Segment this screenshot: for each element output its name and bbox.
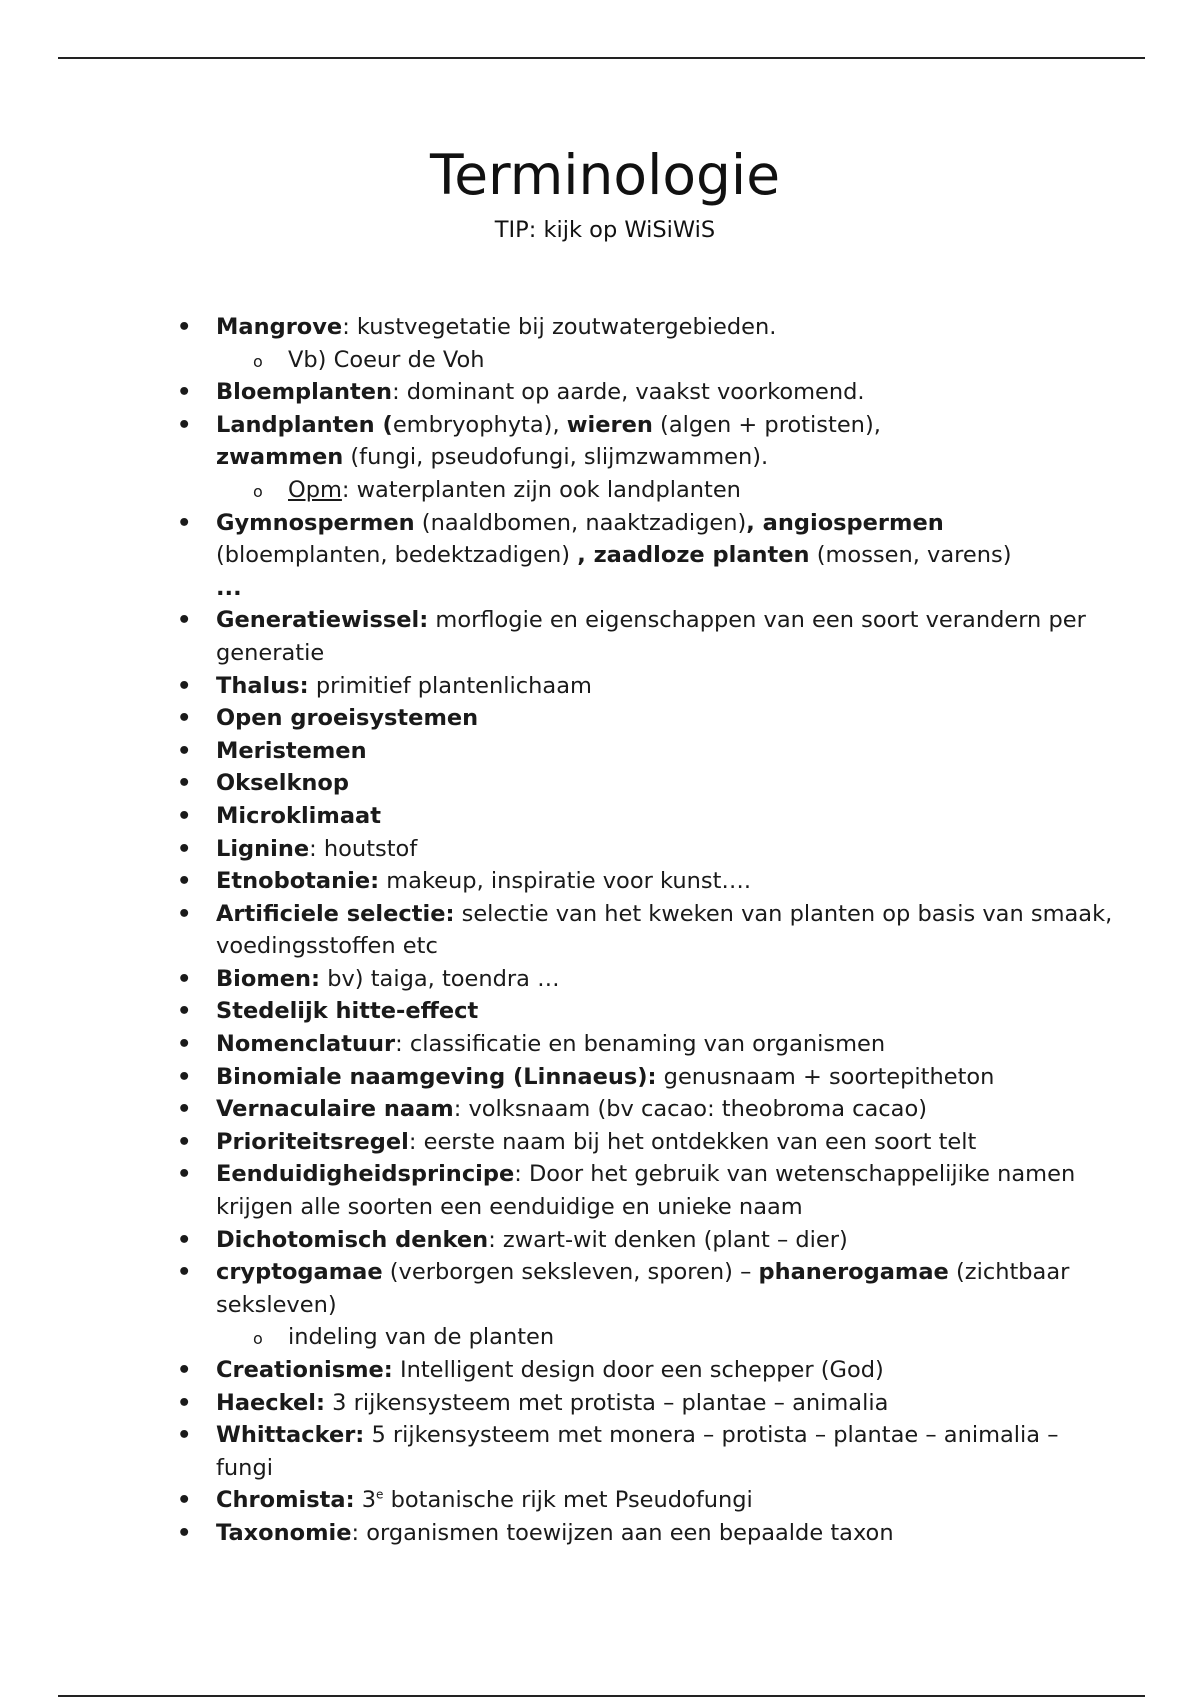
definition: : kustvegetatie bij zoutwatergebieden. [342,314,777,340]
definition: (mossen, varens) [809,542,1012,569]
term: Binomiale naamgeving (Linnaeus): [216,1063,657,1090]
page-title: Terminologie [429,143,781,207]
term: Generatiewissel: [216,607,429,634]
list-item [0,1093,1116,1126]
definition: : Door het gebruik van wetenschappelijike namen krijgen alle soorten een eenduidige en unieke naam [216,1161,1076,1221]
definition: 3 rijkensysteem met protista – plantae – animalia [324,1389,889,1416]
sub-list [216,1321,1116,1354]
list-item [0,311,1116,376]
definition: Intelligent design door een schepper (God) [392,1357,884,1383]
page-subtitle: TIP: kijk op WiSiWiS [494,217,716,243]
term: Prioriteitsregel [216,1128,409,1155]
list-item [0,963,1116,996]
term: Biomen: [216,965,321,992]
term: , zaadloze planten [577,542,810,569]
term: Chromista: [216,1487,355,1514]
definition: morflogie en eigenschappen van een soort verandern per generatie [216,607,1086,666]
header-rule [58,57,1145,59]
definition: : dominant op aarde, vaakst voorkomend. [392,379,865,406]
definition: : volksnaam (bv cacao: theobroma cacao) [453,1096,928,1123]
term: wieren [566,411,653,438]
list-item [0,767,1116,800]
term: Artificiele selectie: [216,900,455,927]
list-item [0,1126,1116,1159]
list-item [0,1256,1116,1354]
term: phanerogamae [758,1259,949,1286]
list-item [0,1224,1116,1257]
term: Taxonomie [216,1519,352,1546]
term: Bloemplanten [216,379,393,406]
note-label: Opm [288,476,342,503]
list-item [0,702,1116,735]
term: cryptogamae [216,1259,383,1286]
definition: (naaldbomen, naaktzadigen) [414,509,747,536]
term: Etnobotanie: [216,868,380,895]
definition: : organismen toewijzen aan een bepaalde taxon [351,1519,894,1546]
term: Okselknop [216,770,350,797]
term: Mangrove [216,314,343,340]
term: Lignine [216,835,310,862]
list-item [0,507,1116,605]
superscript: e [376,1487,384,1502]
note-text: : waterplanten zijn ook landplanten [341,476,741,503]
list-item [0,409,1116,507]
definition: 5 rijkensysteem met monera – protista – plantae – animalia – fungi [216,1422,1059,1481]
list-item [0,376,1116,409]
list-item [0,1387,1116,1420]
definition: (verborgen seksleven, sporen) – [382,1259,759,1286]
term-list [0,311,1116,1550]
definition: : eerste naam bij het ontdekken van een soort telt [408,1128,977,1155]
term: Thalus: [216,672,309,699]
sub-list-item: o Vb) Coeur de Voh [216,344,1116,377]
sub-list-item [216,474,1116,507]
definition: primitief plantenlichaam [308,672,592,699]
list-item [0,604,1116,669]
definition: makeup, inspiratie voor kunst…. [379,868,752,895]
list-item [0,1419,1116,1484]
definition: : houtstof [309,835,418,862]
definition: genusnaam + soortepitheton [656,1063,995,1090]
list-item [0,833,1116,866]
list-item [0,800,1116,833]
list-item [0,865,1116,898]
definition: (zichtbaar seksleven) [216,1259,1070,1318]
definition: embryophyta), [392,411,567,438]
sub-list [216,474,1116,507]
sub-list-item: o indeling van de planten [216,1321,1116,1354]
term: Microklimaat [216,802,381,829]
list-item [0,1484,1116,1517]
term: Eenduidigheidsprincipe [216,1161,515,1188]
list-item [0,1517,1116,1550]
term: Creationisme: [216,1357,393,1383]
ellipsis: ... [216,574,242,601]
list-item [0,1354,1116,1387]
term: Gymnospermen [216,509,415,536]
definition: selectie van het kweken van planten op basis van smaak, voedingsstoffen etc [216,900,1113,960]
definition: : zwart-wit denken (plant – dier) [488,1226,848,1253]
term: zwammen [216,444,344,471]
term: Whittacker: [216,1422,365,1449]
definition: botanische rijk met Pseudofungi [383,1487,753,1514]
list-item [0,735,1116,768]
term: Vernaculaire naam [216,1096,454,1123]
term: Dichotomisch denken [216,1226,489,1253]
sub-list [216,344,1116,377]
term: Open groeisystemen [216,705,479,732]
definition: : classificatie en benaming van organismen [395,1031,886,1058]
footer-rule [58,1695,1145,1697]
term: Landplanten ( [216,411,393,438]
list-item [0,1061,1116,1094]
list-item [0,670,1116,703]
list-item [0,898,1116,963]
definition: 3 [354,1487,377,1514]
term: Stedelijk hitte-effect [216,998,479,1025]
term: Meristemen [216,737,367,764]
term: Nomenclatuur [216,1031,396,1058]
definition: (algen + protisten), [652,411,881,438]
list-item [0,1158,1116,1223]
term: , angiospermen [746,509,944,536]
definition: (bloemplanten, bedektzadigen) [216,542,578,569]
definition: bv) taiga, toendra … [320,965,560,992]
list-item [0,995,1116,1028]
term: Haeckel: [216,1389,325,1416]
list-item [0,1028,1116,1061]
definition: (fungi, pseudofungi, slijmzwammen). [343,444,769,471]
